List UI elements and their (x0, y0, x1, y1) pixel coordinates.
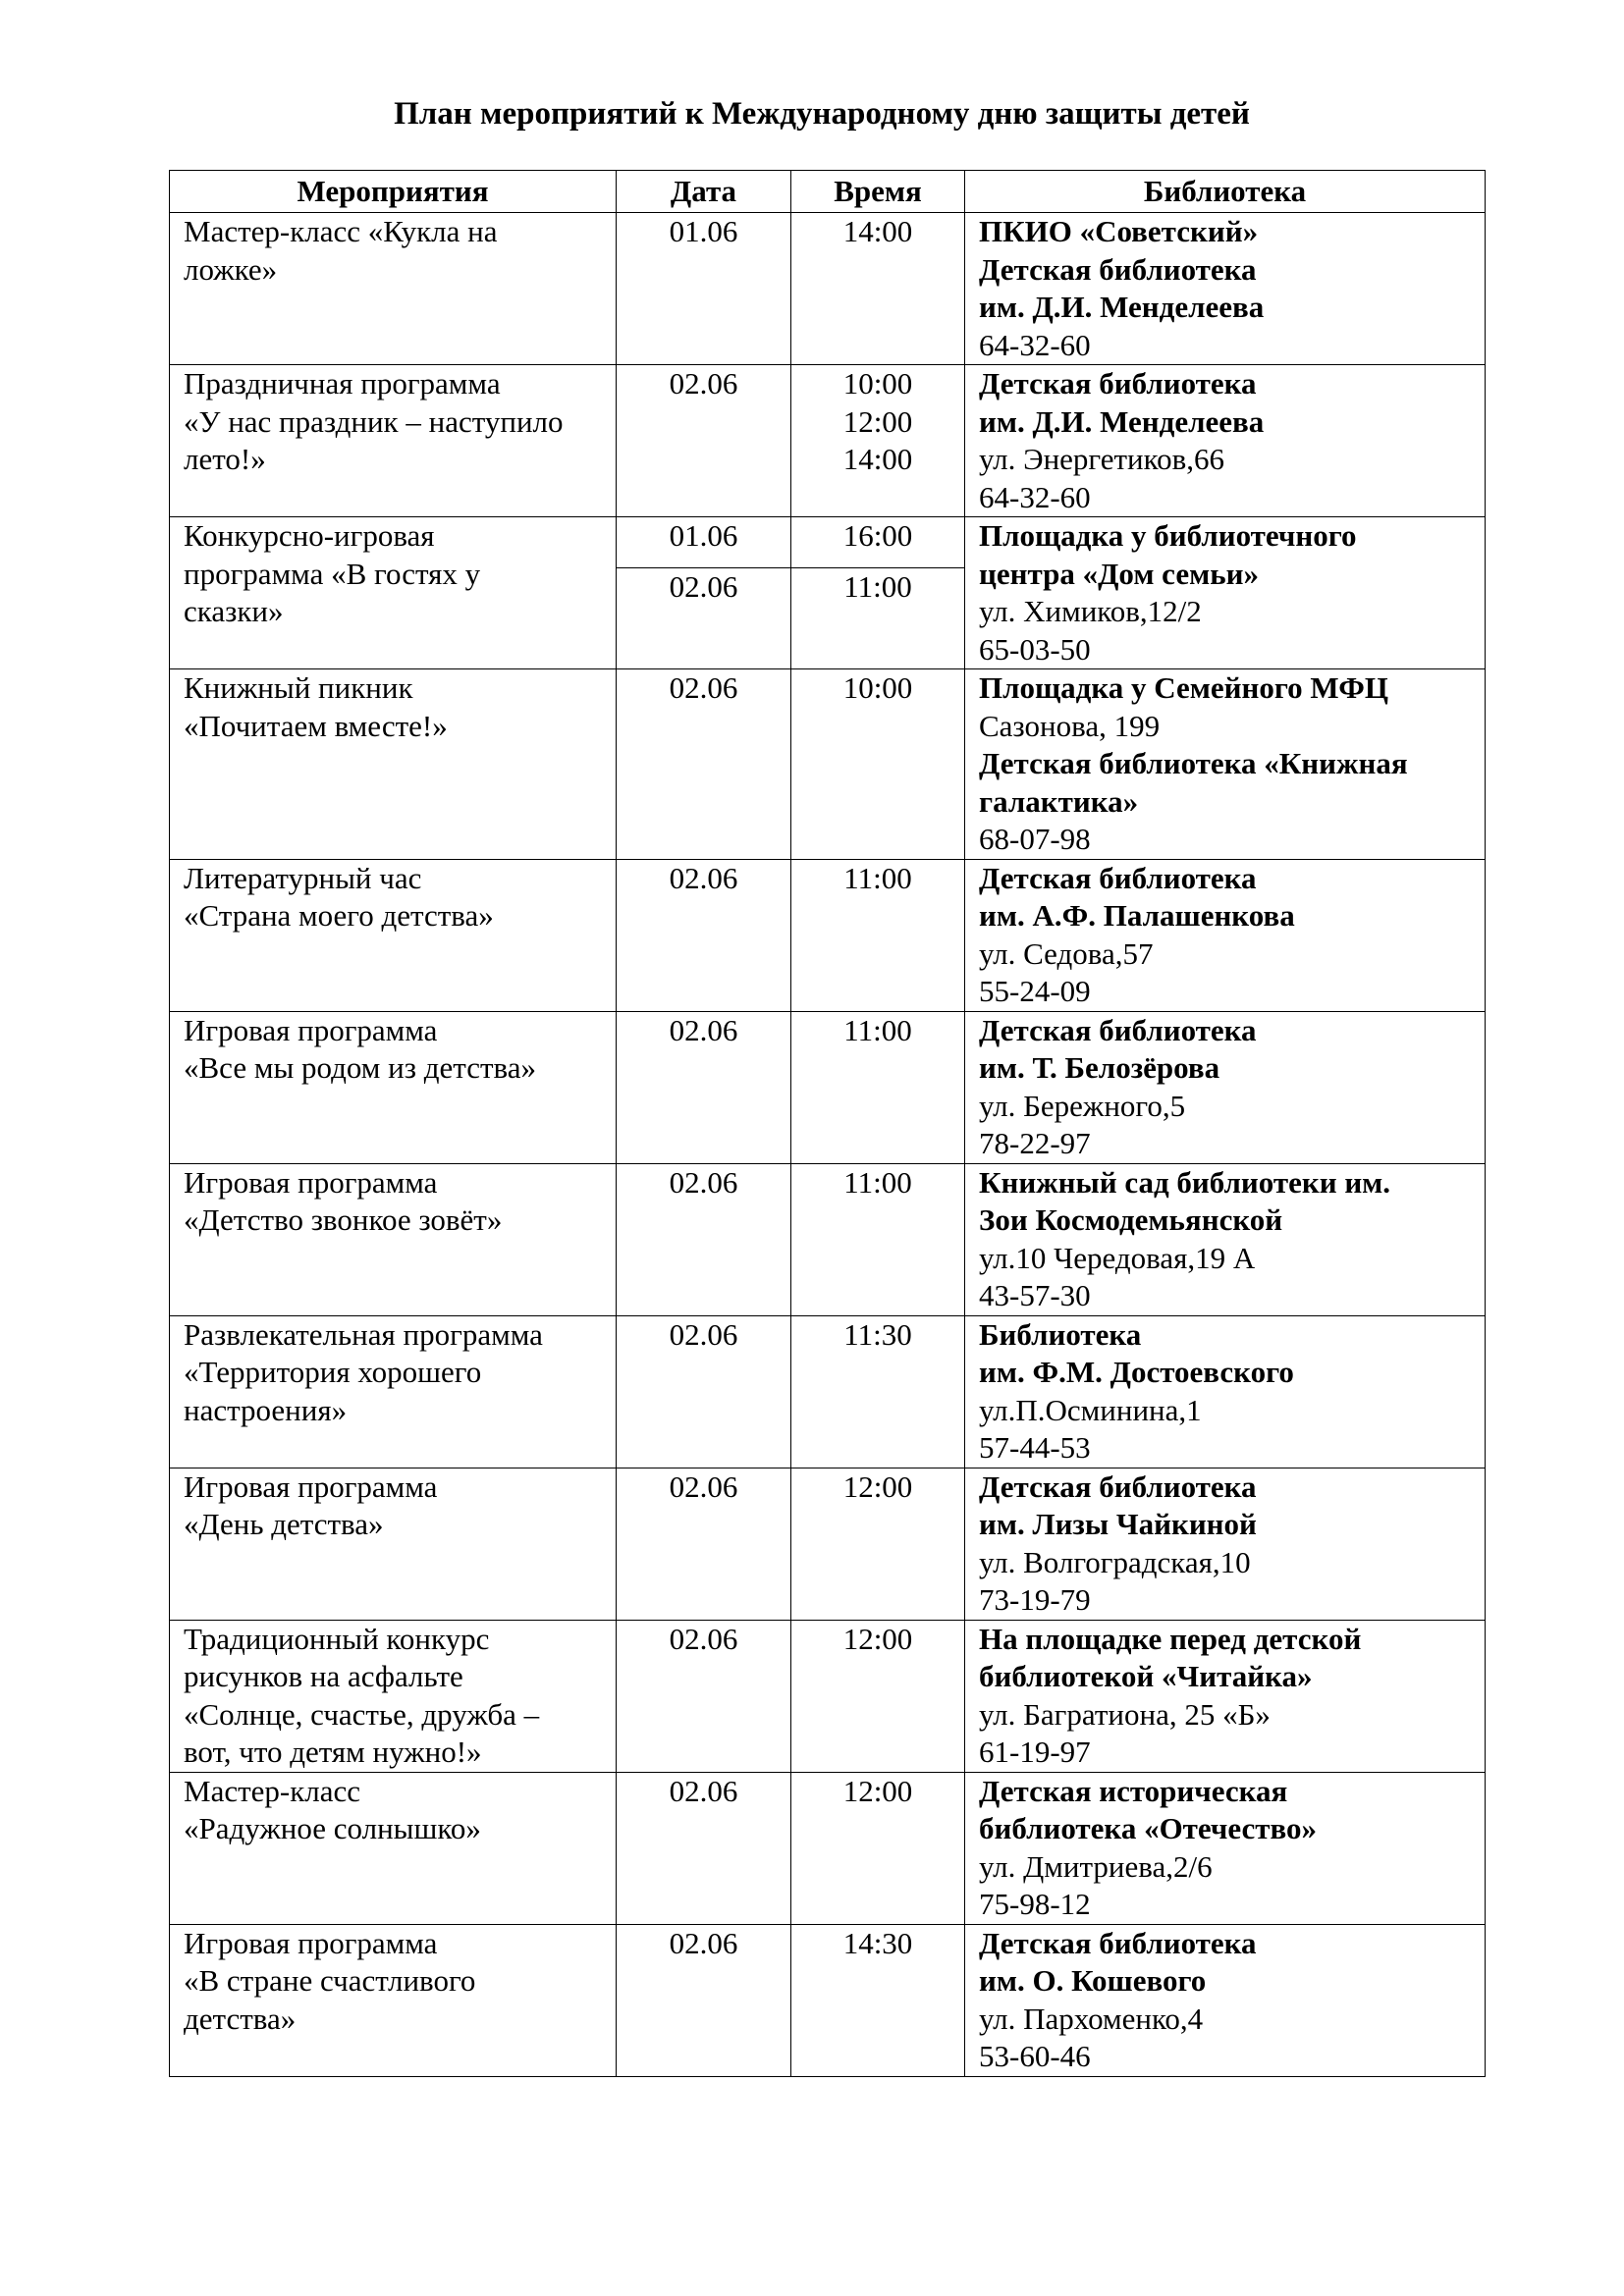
table-row (170, 1620, 1486, 1772)
library-name-line: им. А.Ф. Палашенкова (979, 898, 1295, 933)
library-address: ул. Пархоменко,4 (979, 2001, 1204, 2036)
event-line: рисунков на асфальте (184, 1659, 463, 1693)
library-name-line: Библиотека (979, 1316, 1142, 1352)
library-address: ул. Бережного,5 (979, 1088, 1186, 1123)
event-cell (170, 1924, 617, 2076)
date-cell: 02.06 (617, 1772, 791, 1924)
table-row (170, 213, 1486, 365)
time-cell (791, 1620, 965, 1772)
library-phone: 65-03-50 (979, 631, 1091, 667)
library-name-line: Детская библиотека (979, 366, 1257, 400)
library-phone: 75-98-12 (979, 1887, 1091, 1921)
event-line: детства» (184, 2001, 297, 2036)
library-name-line: Детская библиотека (979, 860, 1257, 895)
header-library: Библиотека (965, 171, 1486, 213)
library-cell (965, 669, 1486, 860)
event-line: Книжный пикник (184, 670, 413, 705)
date-cell: 02.06 (617, 1011, 791, 1163)
date-cell: 02.06 (617, 1620, 791, 1772)
library-address: ул. Седова,57 (979, 935, 1154, 971)
time-cell: 16:00 (791, 517, 965, 568)
time-cell (791, 1011, 965, 1163)
library-name-line: Детская библиотека (979, 1925, 1257, 1960)
time-cell (791, 1315, 965, 1468)
time-value: 11:00 (843, 1012, 912, 1047)
table-row (170, 365, 1486, 517)
event-line: «Территория хорошего (184, 1355, 482, 1389)
event-line: Мастер-класс «Кукла на (184, 214, 498, 248)
header-time: Время (791, 171, 965, 213)
library-name-line: Детская библиотека «Книжная (979, 746, 1408, 780)
page-title: План мероприятий к Международному дню защиты детей (394, 96, 1250, 132)
library-cell (965, 859, 1486, 1011)
library-name-line: им. Т. Белозёрова (979, 1050, 1220, 1085)
event-line: «Страна моего детства» (184, 898, 494, 933)
library-name-line: им. Д.И. Менделеева (979, 290, 1265, 324)
time-cell (791, 1163, 965, 1315)
events-table (169, 170, 1486, 2077)
date-cell: 02.06 (617, 669, 791, 860)
time-value: 14:00 (842, 214, 913, 248)
event-cell (170, 1468, 617, 1620)
header-date: Дата (617, 171, 791, 213)
library-name-line: Детская историческая (979, 1773, 1288, 1808)
library-cell (965, 1011, 1486, 1163)
time-cell (791, 213, 965, 365)
library-cell (965, 365, 1486, 517)
time-value: 14:30 (842, 1925, 913, 1960)
event-cell (170, 213, 617, 365)
event-line: «Все мы родом из детства» (184, 1050, 537, 1085)
event-line: ложке» (184, 251, 278, 287)
library-name-line: Детская библиотека (979, 1468, 1257, 1504)
table-header-row (170, 171, 1486, 213)
library-cell (965, 1163, 1486, 1315)
library-cell (965, 1468, 1486, 1620)
date-cell: 02.06 (617, 365, 791, 517)
event-line: «У нас праздник – наступило (184, 403, 564, 439)
table-row (170, 1772, 1486, 1924)
event-line: «Почитаем вместе!» (184, 708, 448, 743)
library-name-line: им. О. Кошевого (979, 1963, 1207, 1998)
event-line: Праздничная программа (184, 366, 501, 400)
table-row (170, 1163, 1486, 1315)
library-phone: 68-07-98 (979, 822, 1091, 856)
library-cell (965, 517, 1486, 669)
event-line: настроения» (184, 1392, 348, 1427)
date-cell: 02.06 (617, 1315, 791, 1468)
library-address: ул.10 Чередовая,19 А (979, 1240, 1256, 1275)
time-value: 12:00 (842, 403, 913, 439)
library-phone: 57-44-53 (979, 1430, 1091, 1465)
library-phone: 53-60-46 (979, 2039, 1091, 2073)
event-line: Конкурсно-игровая (184, 518, 435, 553)
table-row (170, 1924, 1486, 2076)
event-line: Игровая программа (184, 1012, 438, 1047)
library-name-line: ПКИО «Советский» (979, 214, 1259, 248)
library-cell (965, 1620, 1486, 1772)
library-name-line: Детская библиотека (979, 1012, 1257, 1047)
time-value: 12:00 (842, 1773, 913, 1808)
event-line: «Детство звонкое зовёт» (184, 1202, 503, 1237)
event-cell (170, 1011, 617, 1163)
library-address: ул. Багратиона, 25 «Б» (979, 1696, 1271, 1732)
library-phone: 43-57-30 (979, 1278, 1091, 1312)
library-name-line: им. Д.И. Менделеева (979, 403, 1265, 439)
table-row (170, 1468, 1486, 1620)
date-cell: 01.06 (617, 213, 791, 365)
library-name-line: Площадка у Семейного МФЦ (979, 670, 1389, 705)
event-cell (170, 1315, 617, 1468)
table-row (170, 517, 1486, 568)
library-name-line: им. Лизы Чайкиной (979, 1507, 1257, 1541)
time-value: 14:00 (842, 442, 913, 476)
date-cell: 01.06 (617, 517, 791, 568)
event-line: Традиционный конкурс (184, 1621, 490, 1656)
library-name-line: галактика» (979, 783, 1139, 819)
library-phone: 78-22-97 (979, 1126, 1091, 1160)
library-cell (965, 1772, 1486, 1924)
library-phone: 64-32-60 (979, 327, 1091, 362)
event-line: Развлекательная программа (184, 1316, 543, 1352)
date-cell: 02.06 (617, 568, 791, 669)
library-name-line: На площадке перед детской (979, 1621, 1362, 1656)
event-line: «Радужное солнышко» (184, 1811, 481, 1845)
library-address: ул. Энергетиков,66 (979, 442, 1224, 476)
event-line: сказки» (184, 594, 284, 628)
event-line: лето!» (184, 442, 266, 476)
event-cell (170, 859, 617, 1011)
library-cell (965, 1924, 1486, 2076)
library-name-line: центра «Дом семьи» (979, 556, 1259, 591)
library-name-line: Книжный сад библиотеки им. (979, 1164, 1391, 1200)
time-cell (791, 1468, 965, 1620)
date-cell: 02.06 (617, 1163, 791, 1315)
time-cell (791, 1924, 965, 2076)
time-cell (791, 365, 965, 517)
library-phone: 55-24-09 (979, 974, 1091, 1008)
library-name-line: Зои Космодемьянской (979, 1202, 1283, 1237)
event-line: Игровая программа (184, 1164, 438, 1200)
date-cell: 02.06 (617, 1924, 791, 2076)
library-phone: 64-32-60 (979, 479, 1091, 514)
event-cell (170, 517, 617, 669)
time-value: 12:00 (842, 1468, 913, 1504)
time-value: 10:00 (842, 366, 913, 400)
date-cell: 02.06 (617, 859, 791, 1011)
table-row (170, 1011, 1486, 1163)
event-line: «В стране счастливого (184, 1963, 476, 1998)
time-cell (791, 1772, 965, 1924)
event-cell (170, 1163, 617, 1315)
event-line: «Солнце, счастье, дружба – (184, 1696, 540, 1732)
date-cell: 02.06 (617, 1468, 791, 1620)
event-cell (170, 1620, 617, 1772)
time-value: 11:00 (843, 860, 912, 895)
table-row (170, 859, 1486, 1011)
library-name-line: библиотекой «Читайка» (979, 1659, 1313, 1693)
time-cell (791, 669, 965, 860)
library-name-line: Площадка у библиотечного (979, 518, 1357, 553)
event-line: Литературный час (184, 860, 422, 895)
time-cell (791, 859, 965, 1011)
library-phone: 73-19-79 (979, 1582, 1091, 1617)
library-name-line: библиотека «Отечество» (979, 1811, 1318, 1845)
time-value: 11:30 (843, 1316, 912, 1352)
event-cell (170, 365, 617, 517)
library-cell (965, 1315, 1486, 1468)
event-line: «День детства» (184, 1507, 384, 1541)
library-phone: 61-19-97 (979, 1735, 1091, 1769)
library-address: ул. Дмитриева,2/6 (979, 1848, 1213, 1884)
time-value: 12:00 (842, 1621, 913, 1656)
library-address: ул. Химиков,12/2 (979, 594, 1202, 628)
library-address: ул.П.Осминина,1 (979, 1392, 1202, 1427)
time-cell: 11:00 (791, 568, 965, 669)
event-line: Мастер-класс (184, 1773, 361, 1808)
header-events: Мероприятия (170, 171, 617, 213)
event-cell (170, 1772, 617, 1924)
event-line: программа «В гостях у (184, 556, 481, 591)
time-value: 10:00 (842, 670, 913, 705)
time-value: 11:00 (843, 1164, 912, 1200)
library-address: Сазонова, 199 (979, 708, 1161, 743)
library-name-line: Детская библиотека (979, 251, 1257, 287)
library-name-line: им. Ф.М. Достоевского (979, 1355, 1294, 1389)
event-cell (170, 669, 617, 860)
event-line: Игровая программа (184, 1925, 438, 1960)
library-address: ул. Волгоградская,10 (979, 1544, 1251, 1579)
table-row (170, 669, 1486, 860)
library-cell (965, 213, 1486, 365)
event-line: Игровая программа (184, 1468, 438, 1504)
event-line: вот, что детям нужно!» (184, 1735, 482, 1769)
table-row (170, 1315, 1486, 1468)
